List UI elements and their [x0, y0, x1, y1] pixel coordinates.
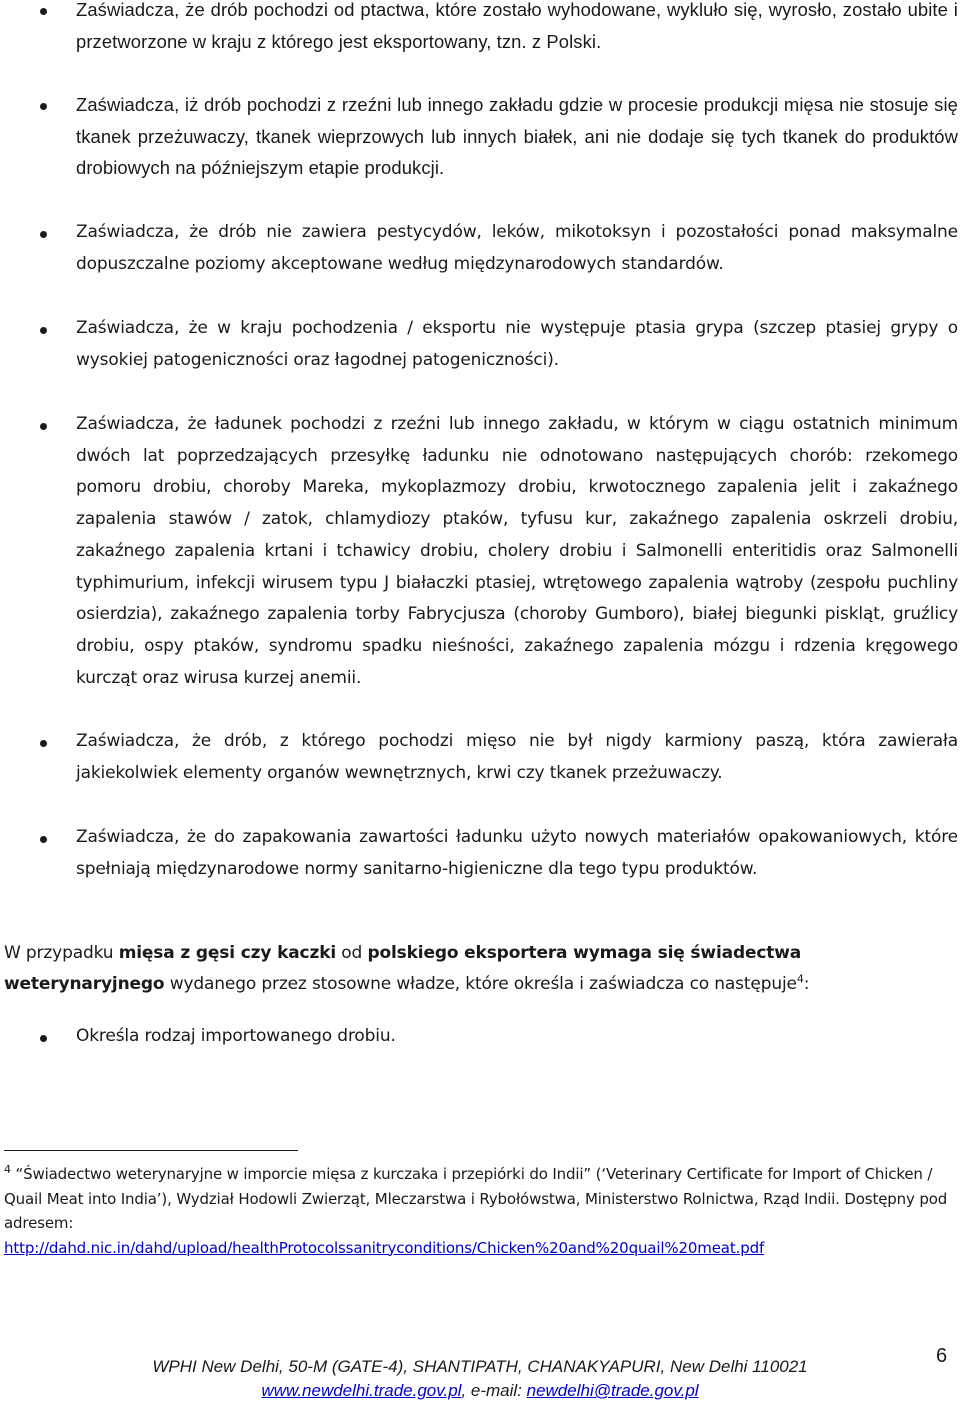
paragraph-text: wydanego przez stosowne władze, które określa i zaświadcza co następuje	[164, 974, 797, 994]
paragraph	[4, 938, 959, 1000]
paragraph-bold: polskiego eksportera wymaga się świadectwa weterynaryjnego	[4, 943, 802, 994]
footnote	[4, 1162, 959, 1260]
bullet-icon	[40, 103, 47, 110]
list-item-text: Zaświadcza, że drób pochodzi od ptactwa, które zostało wyhodowane, wykluło się, wyrosło, zostało ubite i przetworzone w kraju z którego jest eksportowany, tzn. z Polski.	[76, 0, 958, 52]
paragraph-text: :	[803, 974, 810, 994]
bullet-icon	[40, 327, 47, 334]
footer-address: WPHI New Delhi, 50-M (GATE-4), SHANTIPATH, CHANAKYAPURI, New Delhi 110021	[152, 1357, 808, 1376]
list-item-text: Zaświadcza, że w kraju pochodzenia / eksportu nie występuje ptasia grypa (szczep ptasiej grypy o wysokiej patogeniczności oraz łagodnej patogeniczności).	[76, 318, 958, 370]
footer-email-link[interactable]: newdelhi@trade.gov.pl	[526, 1381, 699, 1400]
footnote-divider	[4, 1150, 298, 1151]
list-item-text: Zaświadcza, iż drób pochodzi z rzeźni lub innego zakładu gdzie w procesie produkcji mięsa nie stosuje się tkanek przeżuwaczy, tkanek wieprzowych lub innych białek, ani nie dodaje się tych tkanek do produktów drobiowych na późniejszym etapie produkcji.	[76, 94, 958, 179]
list-item-text: Zaświadcza, że ładunek pochodzi z rzeźni lub innego zakładu, w którym w ciągu ostatnich minimum dwóch lat poprzedzających przesyłkę ładunku nie odnotowano następujących chorób: rzekomego pomoru drobiu, choroby Mareka, mykoplazmozy drobiu, krwotocznego zapalenia jelit i zakaźnego zapalenia stawów / zatok, chlamydiozy ptaków, tyfusu kur, zakaźnego zapalenia oskrzeli drobiu, zakaźnego zapalenia krtani i tchawicy drobiu, cholery drobiu i Salmonelli enteritidis oraz Salmonelli typhimurium, infekcji wirusem typu J białaczki ptasiej, wtrętowego zapalenia wątroby (zespołu puchliny osierdzia), zakaźnego zapalenia torby Fabrycjusza (choroby Gumboro), białej biegunki piskląt, gruźlicy drobiu, ospy ptaków, syndromu spadku nieśności, zakaźnego zapalenia mózgu i rdzenia kręgowego kurcząt oraz wirusa kurzej anemii.	[76, 414, 958, 688]
footer-contact	[0, 1381, 960, 1401]
page-number: 6	[936, 1345, 948, 1367]
footer-email-label: , e-mail:	[461, 1381, 527, 1400]
footnote-ref[interactable]: 4	[796, 972, 804, 986]
bullet-icon	[40, 423, 47, 430]
bullet-icon	[40, 231, 47, 238]
footnote-text: “Świadectwo weterynaryjne w imporcie mięsa z kurczaka i przepiórki do Indii” (‘Veterinary Certificate for Import of Chicken / Quail Meat into India’), Wydział Hodowli Zwierząt, Mleczarstwa i Rybołówstwa, Ministerstwo Rolnictwa, Rząd Indii. Dostępny pod adresem:	[4, 1165, 948, 1232]
bullet-icon	[40, 836, 47, 843]
list-item-text: Zaświadcza, że drób, z którego pochodzi mięso nie był nigdy karmiony paszą, która zawierała jakiekolwiek elementy organów wewnętrznych, krwi czy tkanek przeżuwaczy.	[76, 731, 958, 783]
paragraph-text: W przypadku	[4, 943, 119, 963]
list-item-text: Określa rodzaj importowanego drobiu.	[76, 1026, 396, 1046]
paragraph-text: od	[336, 943, 368, 963]
paragraph-bold: mięsa z gęsi czy kaczki	[118, 943, 337, 963]
footnote-number: 4	[4, 1163, 11, 1176]
bullet-icon	[40, 1035, 47, 1042]
footer-website-link[interactable]: www.newdelhi.trade.gov.pl	[261, 1381, 462, 1400]
list-item-text: Zaświadcza, że drób nie zawiera pestycydów, leków, mikotoksyn i pozostałości ponad maksymalne dopuszczalne poziomy akceptowane według międzynarodowych standardów.	[76, 222, 958, 274]
bullet-icon	[40, 740, 47, 747]
footnote-link[interactable]: http://dahd.nic.in/dahd/upload/healthProtocolssanitryconditions/Chicken%20and%20quail%20meat.pdf	[4, 1238, 765, 1257]
bullet-icon	[40, 8, 47, 15]
list-item-text: Zaświadcza, że do zapakowania zawartości ładunku użyto nowych materiałów opakowaniowych, które spełniają międzynarodowe normy sanitarno-higieniczne dla tego typu produktów.	[76, 827, 958, 879]
